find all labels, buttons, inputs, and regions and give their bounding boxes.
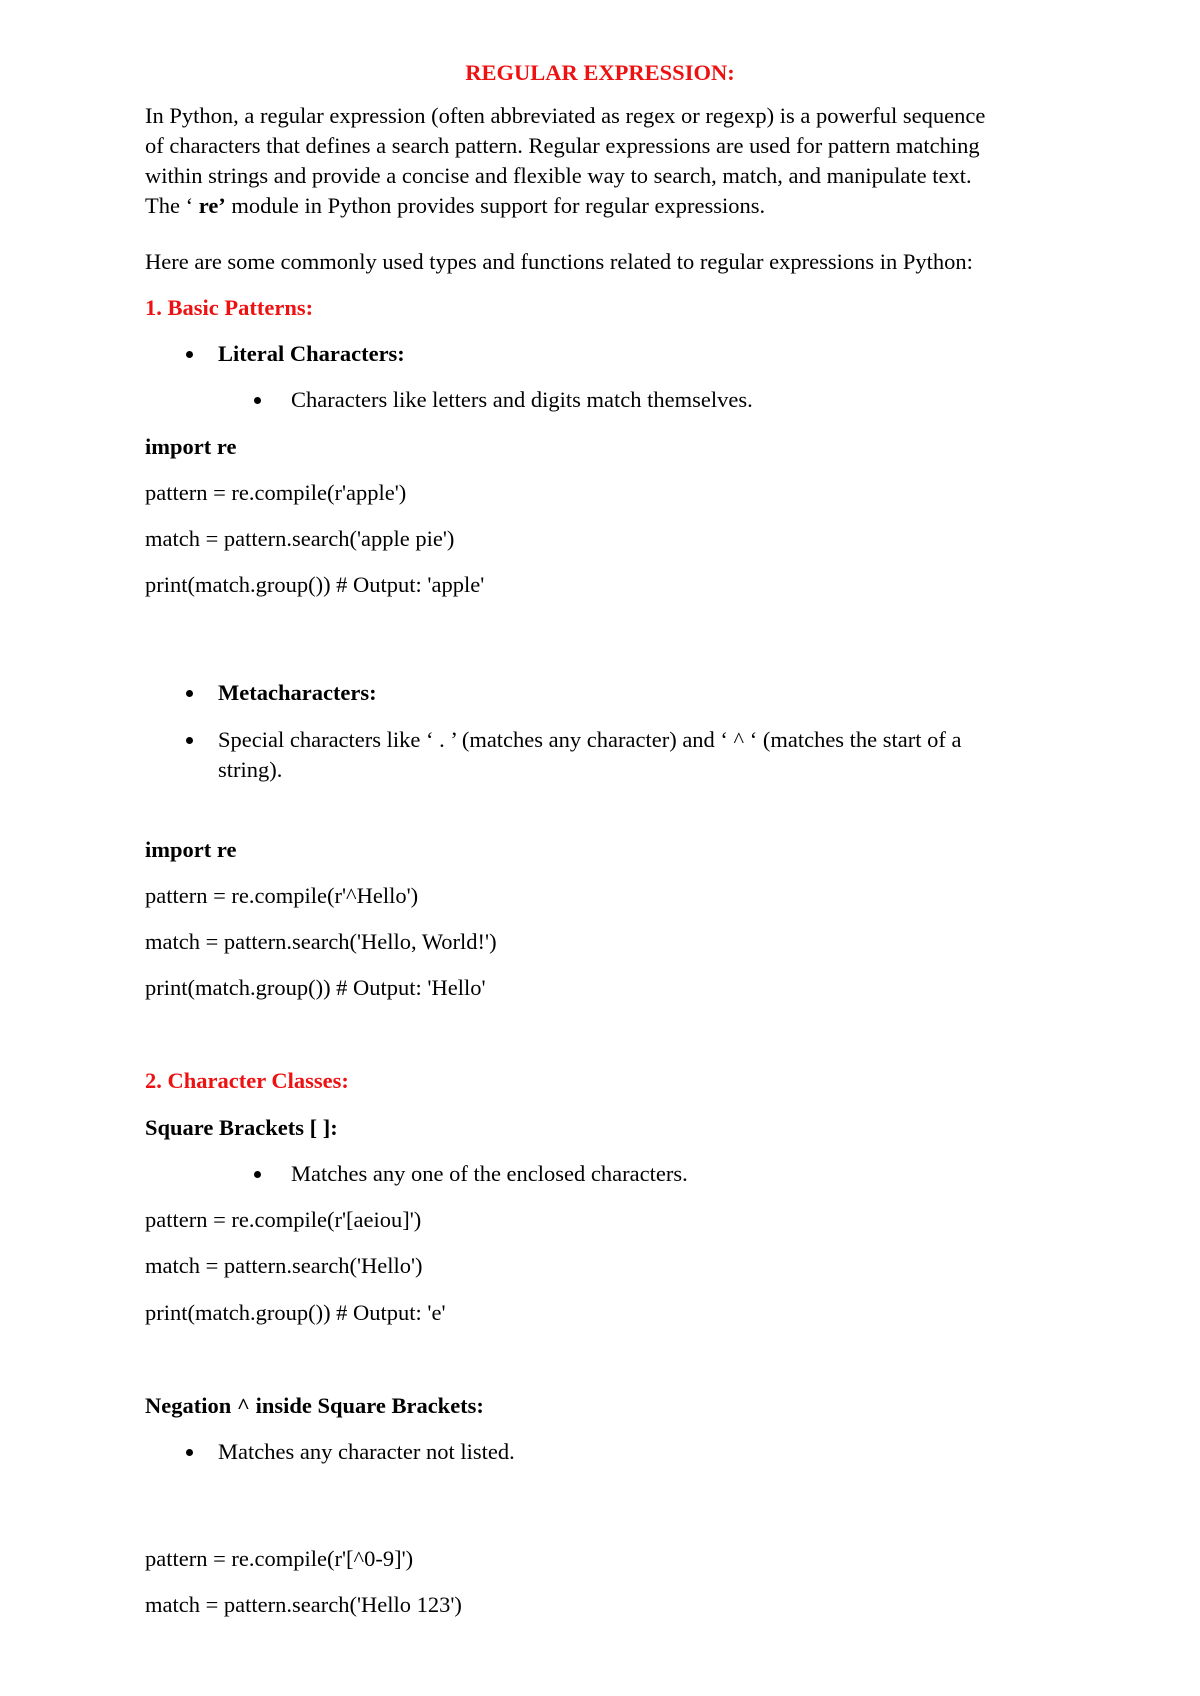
bullet-icon [254, 397, 261, 404]
bullet-icon [186, 1449, 193, 1456]
code-line: pattern = re.compile(r'apple') [145, 480, 407, 505]
code-line: print(match.group()) # Output: 'Hello' [145, 975, 486, 1000]
metacharacters-bullet-line-1: Special characters like ‘ . ’ (matches any character) and ‘ ^ ‘ (matches the start of a [218, 727, 962, 752]
intro-re-keyword: re’ [198, 193, 226, 218]
square-brackets-bullet: Matches any one of the enclosed characters. [291, 1161, 688, 1186]
code-line: pattern = re.compile(r'[^0-9]') [145, 1546, 414, 1571]
bullet-icon [186, 690, 193, 697]
bullet-icon [254, 1171, 261, 1178]
metacharacters-bullet-line-2: string). [218, 757, 283, 782]
document-title: REGULAR EXPRESSION: [465, 60, 735, 85]
literal-characters-bullet: Characters like letters and digits match themselves. [291, 387, 753, 412]
intro-line-1: In Python, a regular expression (often abbreviated as regex or regexp) is a powerful sequence [145, 103, 986, 128]
literal-characters-label: Literal Characters: [218, 341, 405, 366]
negation-bullet: Matches any character not listed. [218, 1439, 515, 1464]
section1-heading: 1. Basic Patterns: [145, 295, 314, 320]
intro-line-4-pre: The ‘ [145, 193, 199, 218]
section2-heading: 2. Character Classes: [145, 1068, 349, 1093]
intro-line-3: within strings and provide a concise and flexible way to search, match, and manipulate text. [145, 163, 972, 188]
square-brackets-label: Square Brackets [ ]: [145, 1115, 338, 1140]
overview-text: Here are some commonly used types and functions related to regular expressions in Python: [145, 249, 973, 274]
code-line: match = pattern.search('Hello, World!') [145, 929, 497, 954]
code-line: pattern = re.compile(r'^Hello') [145, 883, 419, 908]
metacharacters-label: Metacharacters: [218, 680, 377, 705]
code-line: import re [145, 837, 237, 862]
intro-line-4-post: module in Python provides support for regular expressions. [225, 193, 766, 218]
code-line: print(match.group()) # Output: 'e' [145, 1300, 446, 1325]
code-line: pattern = re.compile(r'[aeiou]') [145, 1207, 422, 1232]
code-line: print(match.group()) # Output: 'apple' [145, 572, 485, 597]
code-line: match = pattern.search('Hello') [145, 1253, 423, 1278]
intro-line-2: of characters that defines a search pattern. Regular expressions are used for pattern matching [145, 133, 980, 158]
code-line: match = pattern.search('Hello 123') [145, 1592, 462, 1617]
bullet-icon [186, 351, 193, 358]
bullet-icon [186, 737, 193, 744]
code-line: match = pattern.search('apple pie') [145, 526, 455, 551]
negation-label: Negation ^ inside Square Brackets: [145, 1393, 484, 1418]
code-line: import re [145, 434, 237, 459]
intro-line-4 [145, 191, 765, 221]
